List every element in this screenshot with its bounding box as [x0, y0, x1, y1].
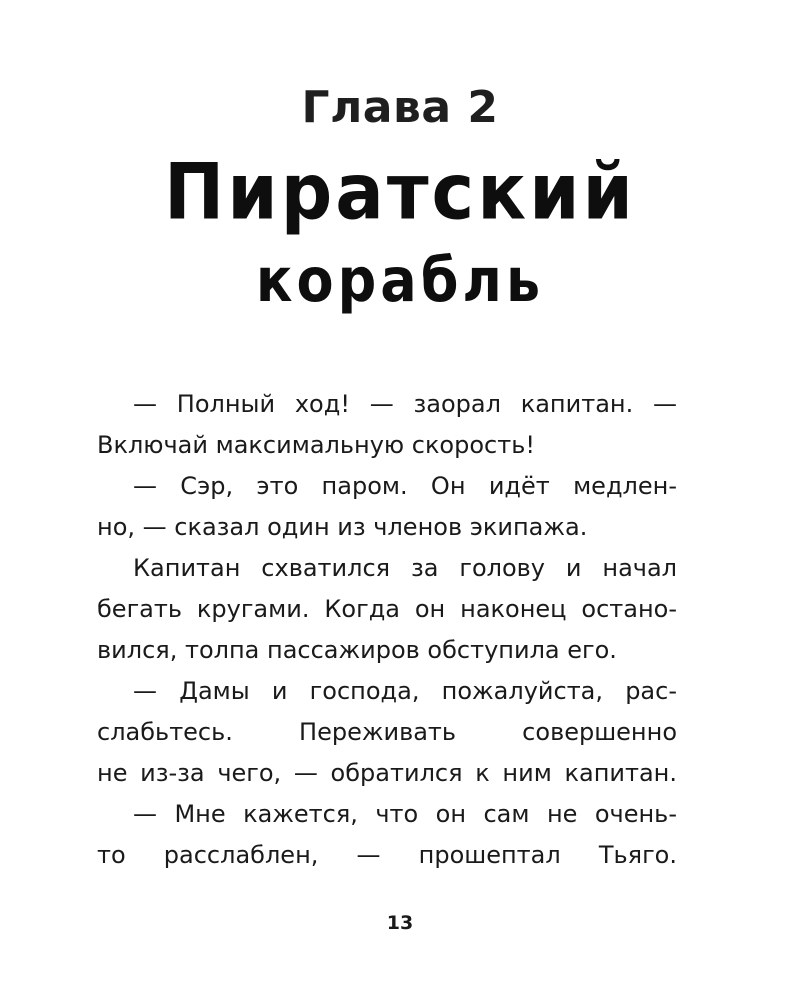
page-number: 13: [386, 912, 414, 934]
chapter-body-text: [97, 384, 677, 876]
text-line: Капитан схватился за голову и начал: [133, 554, 677, 582]
text-line: не из-за чего, — обратился к ним капитан.: [97, 759, 677, 787]
text-line: — Полный ход! — заорал капитан. —: [133, 390, 677, 418]
chapter-title-line-2: корабль: [255, 245, 545, 316]
text-line: — Дамы и господа, пожалуйста, рас-: [133, 677, 677, 705]
text-line: слабьтесь. Переживать совершенно: [97, 718, 677, 746]
text-line: Включай максимальную скорость!: [97, 431, 535, 459]
text-line: то расслаблен, — прошептал Тьяго.: [97, 841, 677, 869]
text-line: — Мне кажется, что он сам не очень-: [133, 800, 677, 828]
chapter-number: Глава 2: [301, 82, 499, 133]
text-line: — Сэр, это паром. Он идёт медлен-: [133, 472, 677, 500]
text-line: бегать кругами. Когда он наконец остано-: [97, 595, 677, 623]
text-line: но, — сказал один из членов экипажа.: [97, 513, 588, 541]
chapter-title-line-1: Пиратский: [163, 146, 636, 237]
text-line: вился, толпа пассажиров обступила его.: [97, 636, 617, 664]
